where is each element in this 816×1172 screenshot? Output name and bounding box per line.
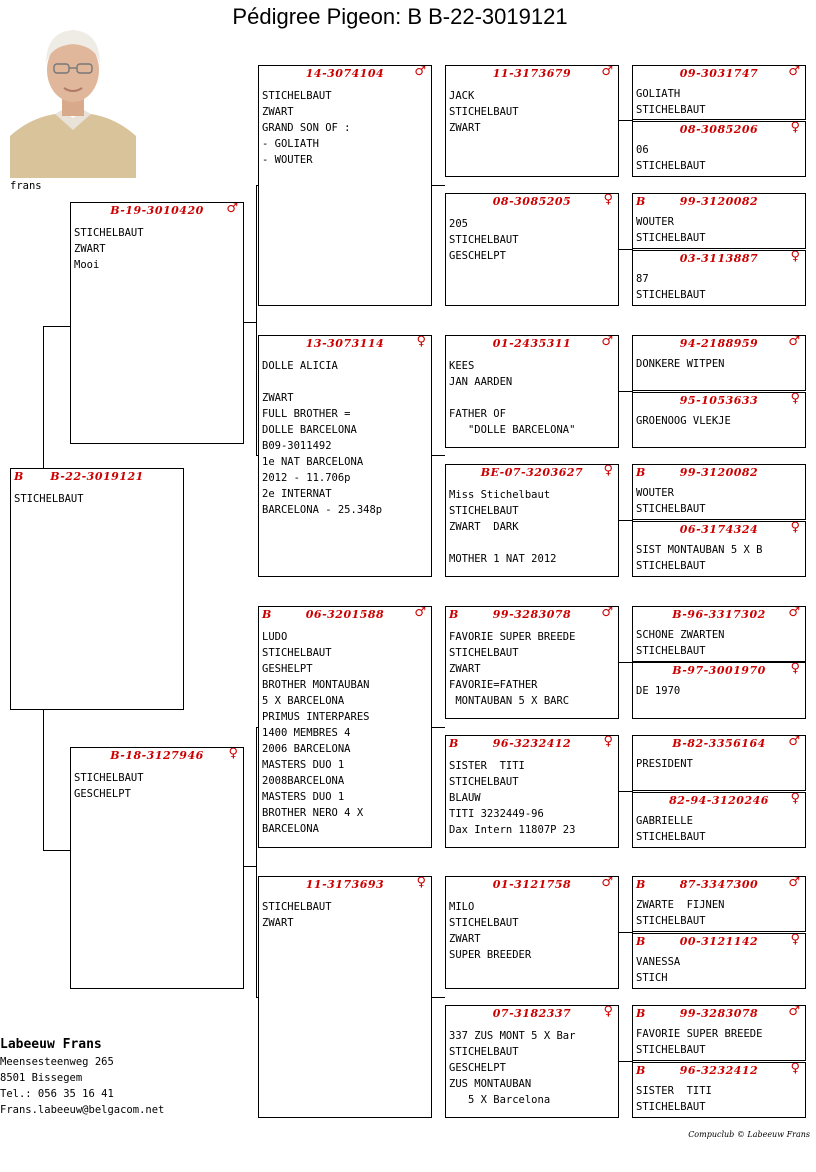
sex-symbol: ♂ — [788, 335, 800, 349]
pigeon-card-ggg15[interactable] — [632, 1005, 806, 1061]
pigeon-details: STICHELBAUT ZWART — [262, 901, 332, 929]
connector-line — [43, 326, 44, 469]
pigeon-details: DE 1970 — [636, 685, 681, 697]
owner-photo — [10, 18, 136, 178]
pigeon-card-ggg4[interactable] — [632, 250, 806, 306]
pigeon-card-ggg5[interactable] — [632, 335, 806, 391]
pigeon-details: GOLIATH STICHELBAUT — [636, 88, 706, 116]
pigeon-card-gg6[interactable] — [445, 735, 619, 848]
pigeon-card-ggg13[interactable] — [632, 876, 806, 932]
sex-symbol: ♀ — [416, 335, 426, 349]
country-code: B — [636, 1007, 646, 1020]
ring-number: B-22-3019121 — [50, 470, 144, 483]
connector-line — [43, 326, 70, 327]
sex-symbol: ♀ — [603, 1005, 613, 1019]
connector-line — [256, 185, 257, 455]
pigeon-details: PRESIDENT — [636, 758, 693, 770]
connector-line — [619, 120, 633, 121]
breeder-city: 8501 Bissegem — [0, 1072, 83, 1084]
pigeon-details: STICHELBAUT ZWART Mooi — [74, 227, 144, 271]
country-code: B — [14, 470, 24, 483]
breeder-name: Labeeuw Frans — [0, 1037, 102, 1052]
pigeon-details: DONKERE WITPEN — [636, 358, 725, 370]
breeder-phone: Tel.: 056 35 16 41 — [0, 1088, 114, 1100]
pigeon-details: 06 STICHELBAUT — [636, 144, 706, 172]
pigeon-details: GABRIELLE STICHELBAUT — [636, 815, 706, 843]
pigeon-card-gg3[interactable] — [445, 335, 619, 448]
pigeon-details: VANESSA STICH — [636, 956, 681, 984]
sex-symbol: ♂ — [788, 65, 800, 79]
pigeon-card-gg4[interactable] — [445, 464, 619, 577]
pigeon-details: SISTER TITI STICHELBAUT BLAUW TITI 3232449-96 Dax Intern 11807P 23 — [449, 760, 576, 836]
pigeon-card-g1[interactable] — [258, 65, 432, 306]
ring-number: 87-3347300 — [679, 878, 759, 891]
connector-line — [619, 391, 633, 392]
ring-number: 99-3283078 — [492, 608, 572, 621]
pigeon-card-ggg14[interactable] — [632, 933, 806, 989]
connector-line — [619, 249, 633, 250]
pigeon-details: STICHELBAUT ZWART GRAND SON OF : - GOLIATH - WOUTER — [262, 90, 351, 166]
ring-number: 09-3031747 — [679, 67, 759, 80]
pigeon-card-ggg9[interactable] — [632, 606, 806, 662]
connector-line — [432, 455, 445, 456]
page-title: Pédigree Pigeon: B B-22-3019121 — [232, 4, 568, 29]
ring-number: B-96-3317302 — [672, 608, 766, 621]
pigeon-card-ggg7[interactable] — [632, 464, 806, 520]
pigeon-details: SISTER TITI STICHELBAUT — [636, 1085, 712, 1113]
sex-symbol: ♂ — [601, 876, 613, 890]
pigeon-details: KEES JAN AARDEN FATHER OF "DOLLE BARCELONA" — [449, 360, 576, 436]
connector-line — [256, 727, 257, 997]
owner-caption: frans — [10, 180, 42, 192]
country-code: B — [636, 878, 646, 891]
pigeon-details: FAVORIE SUPER BREEDE STICHELBAUT ZWART FAVORIE=FATHER MONTAUBAN 5 X BARC — [449, 631, 576, 707]
sex-symbol: ♂ — [226, 202, 238, 216]
sex-symbol: ♀ — [790, 662, 800, 676]
breeder-address: Meensesteenweg 265 — [0, 1056, 114, 1068]
ring-number: 14-3074104 — [305, 67, 385, 80]
pigeon-card-ggg11[interactable] — [632, 735, 806, 791]
pigeon-card-g4[interactable] — [258, 876, 432, 1118]
connector-line — [619, 791, 633, 792]
ring-number: 95-1053633 — [679, 394, 759, 407]
ring-number: 99-3120082 — [679, 466, 759, 479]
ring-number: 13-3073114 — [305, 337, 385, 350]
pigeon-details: DOLLE ALICIA ZWART FULL BROTHER = DOLLE BARCELONA B09-3011492 1e NAT BARCELONA 2012 - 11.706p 2e INTERNAT BARCELONA - 25.348p — [262, 360, 383, 516]
ring-number: BE-07-3203627 — [480, 466, 584, 479]
pigeon-details: MILO STICHELBAUT ZWART SUPER BREEDER — [449, 901, 532, 961]
connector-line — [432, 185, 445, 186]
pigeon-card-ggg12[interactable] — [632, 792, 806, 848]
sex-symbol: ♂ — [788, 606, 800, 620]
pigeon-card-dam[interactable] — [70, 747, 244, 989]
country-code: B — [449, 737, 459, 750]
sex-symbol: ♀ — [790, 933, 800, 947]
ring-number: 11-3173679 — [492, 67, 572, 80]
pigeon-card-ggg2[interactable] — [632, 121, 806, 177]
ring-number: 00-3121142 — [679, 935, 759, 948]
ring-number: 03-3113887 — [679, 252, 759, 265]
pigeon-card-subject[interactable] — [10, 468, 184, 710]
connector-line — [43, 850, 70, 851]
country-code: B — [636, 1064, 646, 1077]
pigeon-card-ggg3[interactable] — [632, 193, 806, 249]
pigeon-details: 205 STICHELBAUT GESCHELPT — [449, 218, 519, 262]
pigeon-card-gg2[interactable] — [445, 193, 619, 306]
pigeon-details: LUDO STICHELBAUT GESHELPT BROTHER MONTAUBAN 5 X BARCELONA PRIMUS INTERPARES 1400 MEMBRES 4 2006 BARCELONA MASTERS DUO 1 2008BARCELONA MASTERS DUO 1 BROTHER NERO 4 X BARCELONA — [262, 631, 370, 835]
sex-symbol: ♂ — [788, 876, 800, 890]
pigeon-details: STICHELBAUT — [14, 493, 84, 505]
pigeon-details: WOUTER STICHELBAUT — [636, 487, 706, 515]
pigeon-details: SCHONE ZWARTEN STICHELBAUT — [636, 629, 725, 657]
pigeon-card-ggg1[interactable] — [632, 65, 806, 120]
sex-symbol: ♀ — [228, 747, 238, 761]
country-code: B — [636, 195, 646, 208]
pigeon-details: STICHELBAUT GESCHELPT — [74, 772, 144, 800]
ring-number: 96-3232412 — [679, 1064, 759, 1077]
sex-symbol: ♂ — [414, 65, 426, 79]
pigeon-card-gg8[interactable] — [445, 1005, 619, 1118]
ring-number: 94-2188959 — [679, 337, 759, 350]
pigeon-details: SIST MONTAUBAN 5 X B STICHELBAUT — [636, 544, 763, 572]
connector-line — [43, 710, 44, 851]
pigeon-details: 337 ZUS MONT 5 X Bar STICHELBAUT GESCHELPT ZUS MONTAUBAN 5 X Barcelona — [449, 1030, 576, 1106]
sex-symbol: ♂ — [414, 606, 426, 620]
sex-symbol: ♀ — [603, 193, 613, 207]
connector-line — [432, 727, 445, 728]
sex-symbol: ♂ — [788, 735, 800, 749]
sex-symbol: ♀ — [790, 392, 800, 406]
ring-number: 01-2435311 — [492, 337, 572, 350]
pigeon-details: Miss Stichelbaut STICHELBAUT ZWART DARK MOTHER 1 NAT 2012 — [449, 489, 557, 565]
ring-number: 96-3232412 — [492, 737, 572, 750]
breeder-email: Frans.labeeuw@belgacom.net — [0, 1104, 165, 1116]
pigeon-card-g2[interactable] — [258, 335, 432, 577]
pigeon-card-ggg10[interactable] — [632, 662, 806, 719]
sex-symbol: ♀ — [790, 121, 800, 135]
pigeon-card-ggg6[interactable] — [632, 392, 806, 448]
connector-line — [432, 997, 445, 998]
sex-symbol: ♀ — [416, 876, 426, 890]
pigeon-card-gg7[interactable] — [445, 876, 619, 989]
pigeon-card-gg5[interactable] — [445, 606, 619, 719]
ring-number: 11-3173693 — [305, 878, 385, 891]
connector-line — [619, 662, 633, 663]
ring-number: 08-3085205 — [492, 195, 572, 208]
pigeon-card-gg1[interactable] — [445, 65, 619, 177]
ring-number: B-19-3010420 — [110, 204, 204, 217]
sex-symbol: ♀ — [790, 792, 800, 806]
pigeon-card-sire[interactable] — [70, 202, 244, 444]
pigeon-details: GROENOOG VLEKJE — [636, 415, 731, 427]
country-code: B — [636, 935, 646, 948]
sex-symbol: ♀ — [790, 1062, 800, 1076]
pigeon-card-ggg16[interactable] — [632, 1062, 806, 1118]
ring-number: 99-3283078 — [679, 1007, 759, 1020]
pigeon-details: FAVORIE SUPER BREEDE STICHELBAUT — [636, 1028, 763, 1056]
ring-number: 07-3182337 — [492, 1007, 572, 1020]
ring-number: B-18-3127946 — [110, 749, 204, 762]
ring-number: B-97-3001970 — [672, 664, 766, 677]
ring-number: 08-3085206 — [679, 123, 759, 136]
breeder-info — [0, 1036, 164, 1118]
ring-number: 82-94-3120246 — [669, 794, 769, 807]
ring-number: 01-3121758 — [492, 878, 572, 891]
connector-line — [243, 866, 257, 867]
pigeon-details: 87 STICHELBAUT — [636, 273, 706, 301]
connector-line — [619, 1061, 633, 1062]
ring-number: 06-3174324 — [679, 523, 759, 536]
ring-number: 99-3120082 — [679, 195, 759, 208]
sex-symbol: ♀ — [790, 521, 800, 535]
ring-number: 06-3201588 — [305, 608, 385, 621]
connector-line — [619, 520, 633, 521]
pigeon-card-ggg8[interactable] — [632, 521, 806, 577]
footer-credit: Compuclub © Labeeuw Frans — [688, 1130, 810, 1139]
sex-symbol: ♀ — [603, 735, 613, 749]
pigeon-details: WOUTER STICHELBAUT — [636, 216, 706, 244]
sex-symbol: ♂ — [601, 606, 613, 620]
pigeon-details: JACK STICHELBAUT ZWART — [449, 90, 519, 134]
pigeon-card-g3[interactable] — [258, 606, 432, 848]
country-code: B — [449, 608, 459, 621]
sex-symbol: ♂ — [601, 335, 613, 349]
sex-symbol: ♀ — [790, 250, 800, 264]
sex-symbol: ♂ — [601, 65, 613, 79]
sex-symbol: ♀ — [603, 464, 613, 478]
sex-symbol: ♂ — [788, 1005, 800, 1019]
country-code: B — [262, 608, 272, 621]
pigeon-details: ZWARTE FIJNEN STICHELBAUT — [636, 899, 725, 927]
ring-number: B-82-3356164 — [672, 737, 766, 750]
connector-line — [243, 322, 257, 323]
country-code: B — [636, 466, 646, 479]
connector-line — [619, 932, 633, 933]
